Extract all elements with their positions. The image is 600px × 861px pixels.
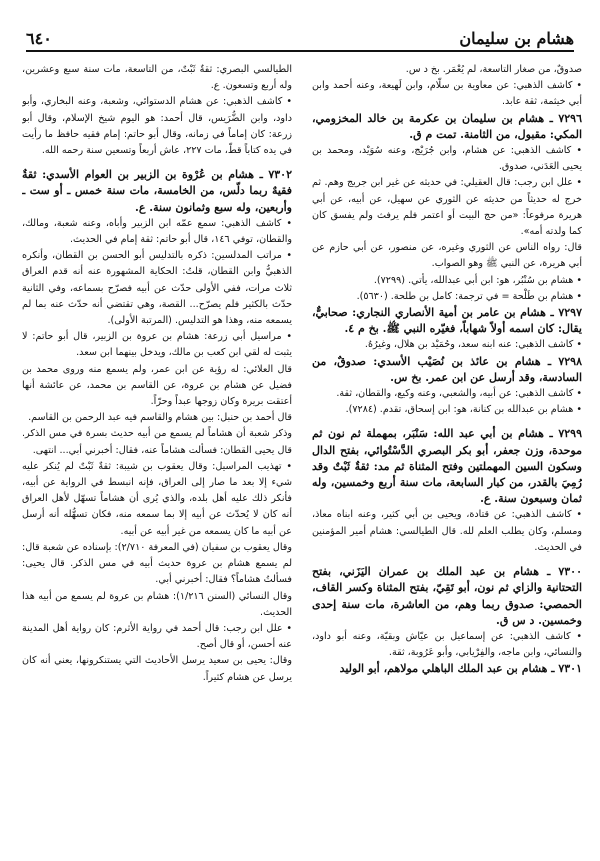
entry-heading: ٧٣٠١ ـ هشام بن عبد الملك الباهلي مولاهم، أبو الوليد [339, 662, 582, 676]
paragraph: • كاشف الذهبي: عن أبيه، والشعبي، وعنه وكيع، والقطان، ثقة. [336, 388, 582, 400]
entry-heading: ٧٢٩٦ ـ هشام بن سليمان بن عكرمة بن خالد المخزومي، المكي: مقبول، من الثامنة. تمت م ق. [312, 111, 582, 141]
paragraph: • كاشف الذهبي: عنه ابنه سعد، وحُمَيْد بن هلال، وغيرُهُ. [364, 339, 582, 351]
paragraph: الطيالسي البصري: ثقةٌ ثَبْتٌ، من التاسعة، مات سنة سبع وعشرين، وله أربع وتسعون. ع. [22, 64, 292, 92]
paragraph: • علل ابن رجب: قال أحمد في رواية الأثرم: كان رواية أهل المدينة عنه أحسن، أو قال أصح. [22, 622, 292, 651]
paragraph: • هشام بن طَلْحة = في ترجمة: كامل بن طلحة. (٥٦٣٠). [356, 290, 582, 302]
paragraph: وقال يعقوب بن سفيان (في المعرفة ٢/٧١٠): بإسناده عن شعبة قال: لم يسمع هشام بن عروة حديث أبيه في مس الذكر. قال يحيى: فسألتُ هشاماً؟ فقال: أخبرني أبي. [22, 541, 292, 586]
entry-heading: ٧٢٩٩ ـ هشام بن أبي عبد الله: سَنْبَر، بمهملة ثم نون ثم موحدة، وزن جعفر، أبو بكر البصري الدَّسْتُوائي، بفتح الدال وسكون السين المهملتين وفتح المثناة ثم مد: ثقةٌ ثَبْتٌ وقد رُمِيَ بالقدر، من كبار السابعة، مات سنة أربع وخمسين، وله ثمان وسبعون سنة. ع. [312, 427, 582, 506]
paragraph: • كاشف الذهبي: عن معاوية بن سلّام، وابن لَهيعة، وعنه أحمد وابن أبي خيثمة، ثقة عابد. [312, 80, 582, 108]
paragraph: • مراتب المدلسين: ذكره بالتدليس أبو الحسن بن القطان، وأنكره الذهبيُّ وابن القطان، قلتُ: الحكاية المشهورة عنه أنه قدم العراق ثلاث مرات، ففي الأولى حدّث عن أبيه فصرّح بسماعه، وفي الثانية حدّث بالكثير فلم يصرّح... القصة، وهي تقتضي أنه حدّث عنه بما لم يسمعه منه، وهذا هو التدليس. (المرتبة الأولى). [22, 250, 292, 327]
entry-heading: ٧٣٠٠ ـ هشام بن عبد الملك بن عمران اليَزَني، بفتح التحتانية والزاي ثم نون، أبو تَقِيّ، بفتح المثناة وكسر القاف، الحمصي: صدوق ربما وهم، من العاشرة، مات سنة إحدى وخمسين. د س ق. [312, 565, 582, 627]
paragraph: • كاشف الذهبي: عن قتادة، ويحيى بن أبي كثير، وعنه ابناه معاذ، ومسلم، وكان يطلب العلم لله. قال الطيالسي: هشام أمير المؤمنين في الحديث. [312, 509, 582, 553]
paragraph: • كاشف الذهبي: عن إسماعيل بن عيّاش وبقيّة، وعنه أبو داود، والنسائي، وابن ماجه، والفِرْيابي، وأبو عَرُوبة، ثقة. [312, 630, 582, 659]
page-number: ٦٤٠ [26, 29, 52, 48]
paragraph: وقال: يحيى بن سعيد يرسل الأحاديث التي يستنكرونها، يعني أنه كان يرسل عن هشام كثيراً. [22, 655, 292, 683]
paragraph: • مراسيل أبي زرعة: هشام بن عروة بن الزبير، قال أبو حاتم: لا يثبت له لقي ابن كعب بن مالك، ويدخل بينهما ابن سعد. [22, 331, 292, 359]
running-title: هشام بن سليمان [459, 29, 574, 48]
entry-heading: ٧٣٠٢ ـ هشام بن عُرْوة بن الزبير بن العوام الأسدي: ثقةٌ فقيهٌ ربما دلّس، من الخامسة، مات سنة خمس ـ أو ست ـ وأربعين، وله سبع وثمانون سنة. ع. [22, 168, 292, 214]
paragraph: قال أحمد بن حنبل: بين هشام والقاسم فيه عبد الرحمن بن القاسم. [28, 412, 292, 424]
paragraph: • علل ابن رجب: قال العقيلي: في حديثه عن غير ابن جريج وهم. ثم خرج له حديثاً من حديثه عن الثوري عن سهيل، عن أبيه، عن أبي هريرة مرفوعاً: «من حج البيت أو اعتمر فلم يرفث ولم يفسق كان كما ولدته أمه». [312, 177, 582, 238]
paragraph: • هشام بن عبدالله بن كنانة، هو: ابن إسحاق، تقدم. (٧٢٨٤). [345, 404, 582, 416]
entry-heading: ٧٢٩٨ ـ هشام بن عائذ بن نُصَيْب الأسدي: صدوقٌ، من السادسة، وقد أرسل عن ابن عمر. بخ س. [312, 354, 582, 384]
paragraph: قال العلائي: له رؤية عن ابن عمر، ولم يسمع منه وروى محمد بن فضيل عن هشام بن عروة، عن القاسم بن محمد، عن عائشة أنها أعتقت بريرة وكان زوجها عبداً وحرّاً. [22, 363, 292, 408]
paragraph: • كاشف الذهبي: عن هشام الدستوائي، وشعبة، وعنه البخاري، وأبو داود، وابن الضُّرَيس، قال أحمد: هو اليوم شيخ الإسلام، وقال أبو زرعة: كان إماماً في زمانه، وقال أبو حاتم: إمام فقيه حافظ ما رأيت في يده كتاباً قطّ، مات ٢٢٧، عاش أربعاً وتسعين سنة رحمه الله. [22, 96, 292, 157]
paragraph: وقال النسائي (السنن ١/٢١٦): هشام بن عروة لم يسمع من أبيه هذا الحديث. [22, 590, 292, 618]
paragraph: وذكر شعبة أن هشاماً لم يسمع من أبيه حديث بسرة في مس الذكر. قال يحيى القطان: فسألت هشاماً عنه، فقال: أخبرني أبي... انتهى. [22, 428, 292, 456]
paragraph: صدوقٌ، من صغار التاسعة، لم يُعْمَر. بخ د س. [405, 64, 582, 75]
right-column [312, 62, 582, 852]
entry-heading: ٧٢٩٧ ـ هشام بن عامر بن أمية الأنصاري النجاري: صحابيٌّ، يقال: كان اسمه أولاً شهاباً، فغيّره النبي ﷺ. بخ م ٤. [312, 306, 582, 336]
paragraph: • كاشف الذهبي: عن هشام، وابن جُرَيْج، وعنه سُوَيْد، ومحمد بن يحيى العَدَني، صدوق. [312, 145, 582, 173]
paragraph: • هشام بن سُنْبُر، هو: ابن أبي عبدالله، يأتي. (٧٢٩٩). [373, 274, 582, 286]
left-column [22, 62, 292, 852]
page-header [26, 22, 574, 52]
paragraph: قال: رواه الناس عن الثوري وغيره، عن منصور، عن أبي حازم عن أبي هريرة، عن النبي ﷺ وهو الصواب. [312, 242, 582, 270]
paragraph: • تهذيب المراسيل: وقال يعقوب بن شيبة: ثقةٌ ثَبْتٌ لم يُنكر عليه شيء إلا بعد ما صار إلى العراق، فإنه انبسط في الرواية عن أبيه، فأنكر ذلك عليه أهل بلده، والذي يُرى أن هشاماً تسهّل لأهل العراق أنه كان لا يُحدّث عن أبيه إلا بما سمعه منه، فكان تسهُّله أنه أرسل عن أبيه ما كان يسمعه من غير أبيه عن أبيه. [22, 460, 292, 537]
paragraph: • كاشف الذهبي: سمع عمّه ابن الزبير وأباه، وعنه شعبة، ومالك، والقطان، توفي ١٤٦، قال أبو حاتم: ثقة إمام في الحديث. [22, 217, 292, 246]
